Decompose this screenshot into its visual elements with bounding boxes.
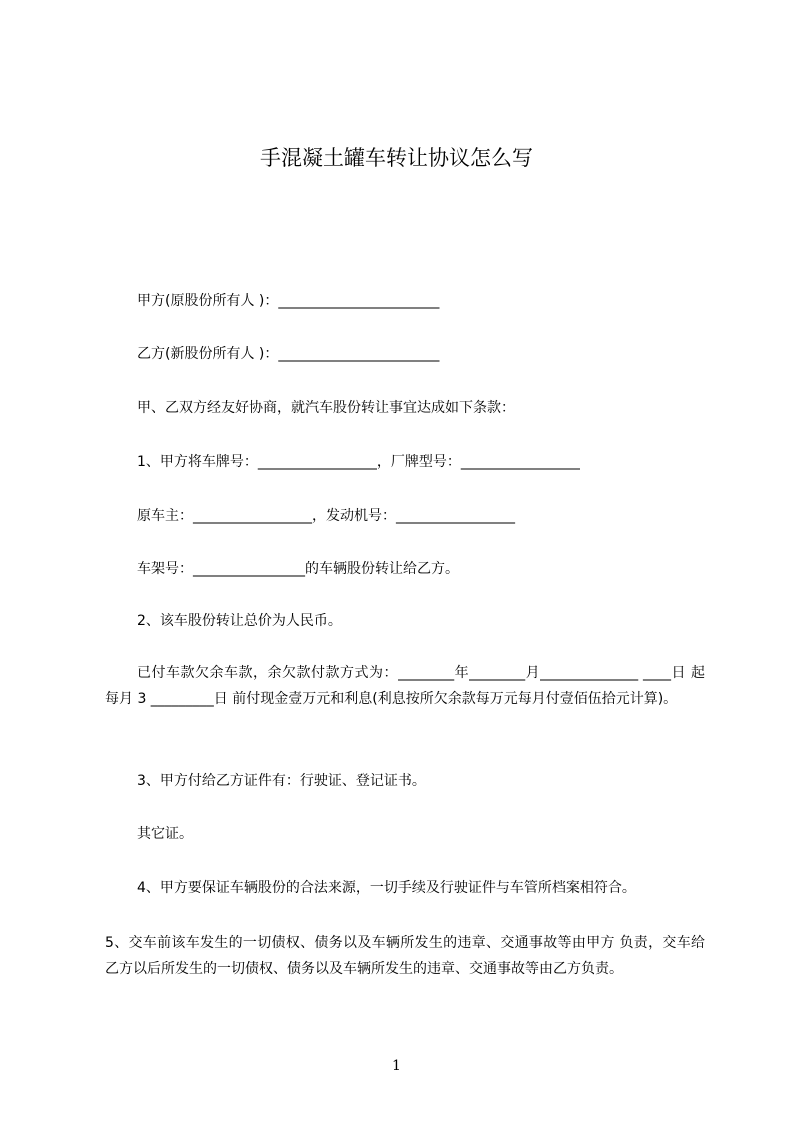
other-documents-line: 其它证。 <box>137 826 193 842</box>
clause-3-line: 3、甲方付给乙方证件有：行驶证、登记证书。 <box>137 773 426 789</box>
page-number: 1 <box>392 1058 401 1074</box>
party-b-line: 乙方(新股份所有人 )：_______________________ <box>137 346 440 362</box>
party-a-line: 甲方(原股份所有人 )：_______________________ <box>137 293 440 309</box>
intro-paragraph: 甲、乙双方经友好协商，就汽车股份转让事宜达成如下条款： <box>137 400 515 416</box>
original-owner-line: 原车主：_________________，发动机号：_________________ <box>137 508 515 524</box>
clause-2-line: 2、该车股份转让总价为人民币。 <box>137 613 342 629</box>
clause-5-text: 5、交车前该车发生的一切债权、债务以及车辆所发生的违章、交通事故等由甲方 负责，交车给乙方以后所发生的一切债权、债务以及车辆所发生的违章、交通事故等由乙方负责。 <box>105 935 705 977</box>
payment-paragraph <box>105 660 705 712</box>
frame-number-line: 车架号：________________的车辆股份转让给乙方。 <box>137 561 459 577</box>
clause-1-line: 1、甲方将车牌号：_________________，厂牌型号：_________________ <box>137 454 580 470</box>
payment-text: 已付车款欠余车款，余欠款付款方式为：________年________月______________ ____日 起每月 3 _________日 前付现金壹万元和利息(利息按所欠余款每万元每月付壹佰伍拾元计算)。 <box>105 665 705 707</box>
clause-4-line: 4、甲方要保证车辆股份的合法来源，一切手续及行驶证件与车管所档案相符合。 <box>137 880 636 896</box>
clause-5-paragraph <box>105 930 705 982</box>
document-title: 手混凝土罐车转让协议怎么写 <box>260 146 533 170</box>
